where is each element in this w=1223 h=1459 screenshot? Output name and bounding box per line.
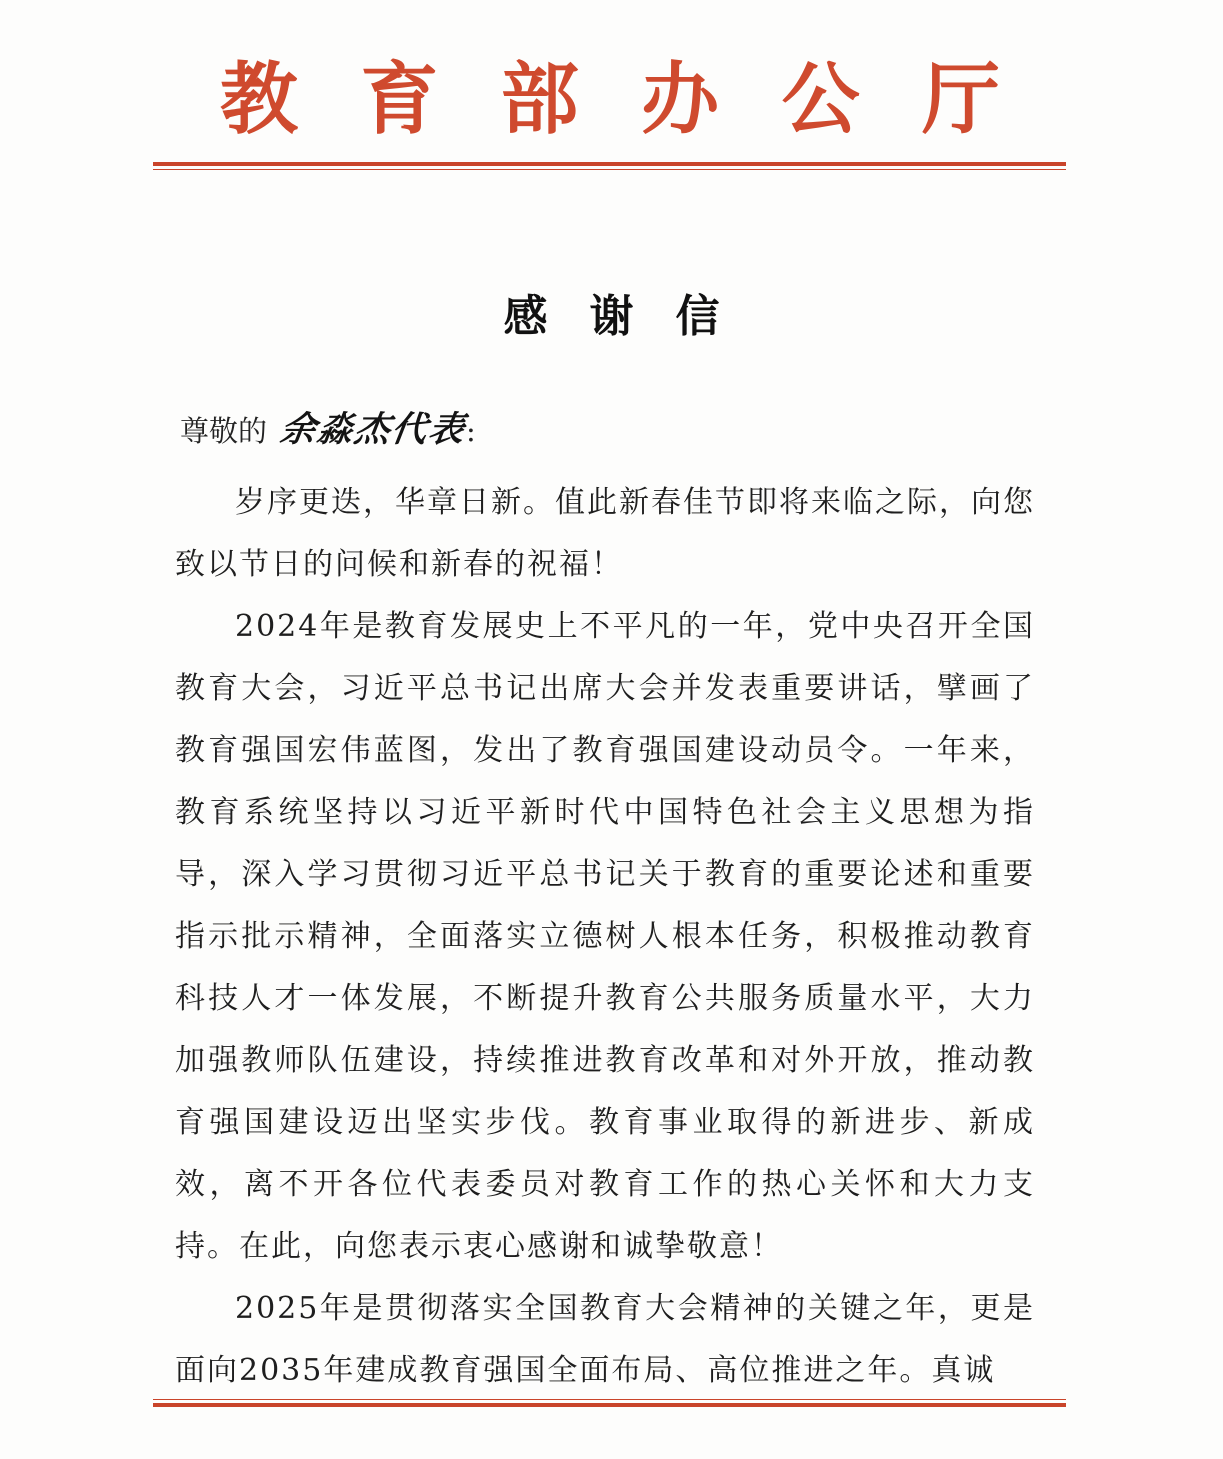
rule-thick-line [153,162,1066,166]
paragraph-review-2024: 2024年是教育发展史上不平凡的一年，党中央召开全国教育大会，习近平总书记出席大会并发表重要讲话，擘画了教育强国宏伟蓝图，发出了教育强国建设动员令。一年来，教育系统坚持以习近平新时代中国特色社会主义思想为指导，深入学习贯彻习近平总书记关于教育的重要论述和重要指示批示精神，全面落实立德树人根本任务，积极推动教育科技人才一体发展，不断提升教育公共服务质量水平，大力加强教师队伍建设，持续推进教育改革和对外开放，推动教育强国建设迈出坚实步伐。教育事业取得的新进步、新成效，离不开各位代表委员对教育工作的热心关怀和大力支持。在此，向您表示衷心感谢和诚挚敬意！ [175,609,1035,1264]
paragraph-outlook-2025: 2025年是贯彻落实全国教育大会精神的关键之年，更是面向2035年建成教育强国全面布局、高位推进之年。真诚 [175,1291,1035,1388]
rule-thin-line [153,169,1066,170]
salutation-colon: : [466,414,476,448]
letter-body [175,472,1035,1392]
paragraph-greeting: 岁序更迭，华章日新。值此新春佳节即将来临之际，向您致以节日的问候和新春的祝福！ [175,485,1035,582]
letter-title: 感谢信 [503,291,762,342]
recipient-name-handwritten: 余淼杰代表 [277,410,469,450]
letterhead-char-5: 公 [781,54,860,145]
letterhead-char-6: 厅 [921,54,1000,145]
letterhead-char-4: 办 [641,54,720,145]
salutation-prefix: 尊敬的 [180,414,268,448]
letterhead-char-2: 育 [360,54,439,145]
salutation [180,402,476,452]
letterhead-char-3: 部 [500,54,579,145]
letterhead [150,50,1070,150]
footer-thick-line [153,1403,1066,1407]
footer-rule [153,1399,1066,1407]
footer-thin-line [153,1399,1066,1400]
letterhead-rule [153,162,1066,170]
letterhead-char-1: 教 [220,54,299,145]
